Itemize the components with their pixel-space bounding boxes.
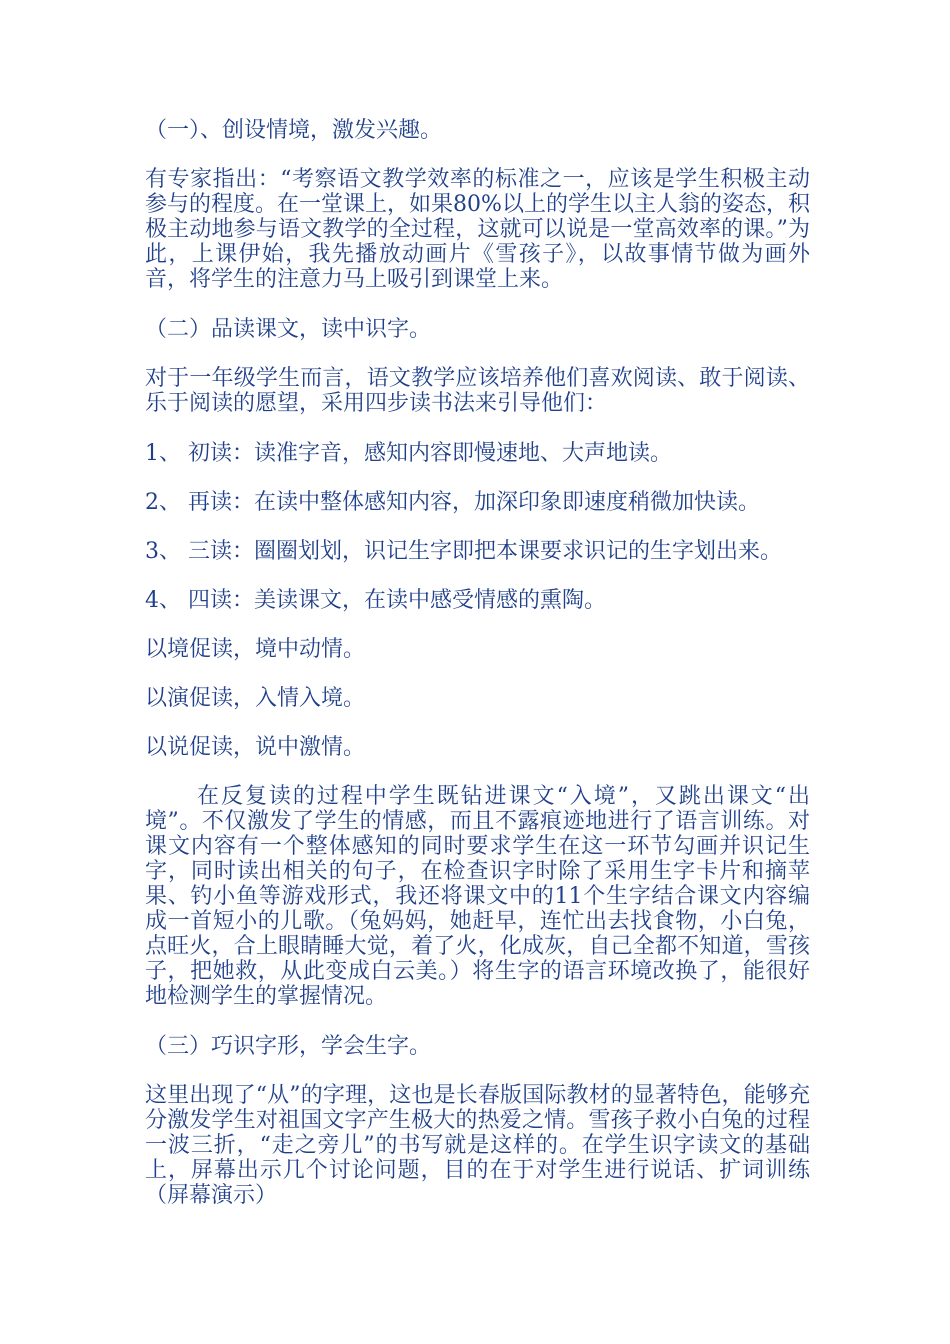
step-4: 4、 四读：美读课文，在读中感受情感的熏陶。 [145, 588, 606, 613]
section2-body: 在反复读的过程中学生既钻进课文“入境”，又跳出课文“出境”。不仅激发了学生的情感，而且不露痕迹地进行了语言训练。对课文内容有一个整体感知的同时要求学生在这一环节勾画并识记生字，同时读出相关的句子，在检查识字时除了采用生字卡片和摘苹果、钓小鱼等游戏形式，我还将课文中的11个生字结合课文内容编成一首短小的儿歌。（兔妈妈，她赶早，连忙出去找食物，小白兔，点旺火，合上眼睛睡大觉，着了火，化成灰，自己全都不知道，雪孩子，把她救，从此变成白云美。）将生字的语言环境改换了，能很好地检测学生的掌握情况。 [145, 784, 810, 1009]
method-2: 以演促读，入情入境。 [145, 686, 366, 711]
method-3: 以说促读，说中激情。 [145, 735, 366, 760]
step-2: 2、 再读：在读中整体感知内容，加深印象即速度稍微加快读。 [145, 490, 760, 515]
section2-heading: （二）品读课文，读中识字。 [145, 317, 432, 342]
document-page [145, 118, 810, 1233]
section1-body: 有专家指出：“考察语文教学效率的标准之一，应该是学生积极主动参与的程度。在一堂课上，如果80%以上的学生以主人翁的姿态，积极主动地参与语文教学的全过程，这就可以说是一堂高效率的课。”为此，上课伊始，我先播放动画片《雪孩子》，以故事情节做为画外音，将学生的注意力马上吸引到课堂上来。 [145, 167, 810, 292]
section3-heading: （三）巧识字形，学会生字。 [145, 1034, 432, 1059]
section1-heading: （一）、创设情境，激发兴趣。 [145, 118, 443, 143]
step-3: 3、 三读：圈圈划划，识记生字即把本课要求识记的生字划出来。 [145, 539, 782, 564]
step-1: 1、 初读：读准字音，感知内容即慢速地、大声地读。 [145, 441, 672, 466]
method-1: 以境促读，境中动情。 [145, 637, 366, 662]
section2-intro: 对于一年级学生而言，语文教学应该培养他们喜欢阅读、敢于阅读、乐于阅读的愿望，采用四步读书法来引导他们： [145, 366, 810, 416]
section3-body: 这里出现了“从”的字理，这也是长春版国际教材的显著特色，能够充分激发学生对祖国文字产生极大的热爱之情。雪孩子救小白兔的过程一波三折，“走之旁儿”的书写就是这样的。在学生识字读文的基础上，屏幕出示几个讨论问题，目的在于对学生进行说话、扩词训练（屏幕演示） [145, 1083, 810, 1208]
